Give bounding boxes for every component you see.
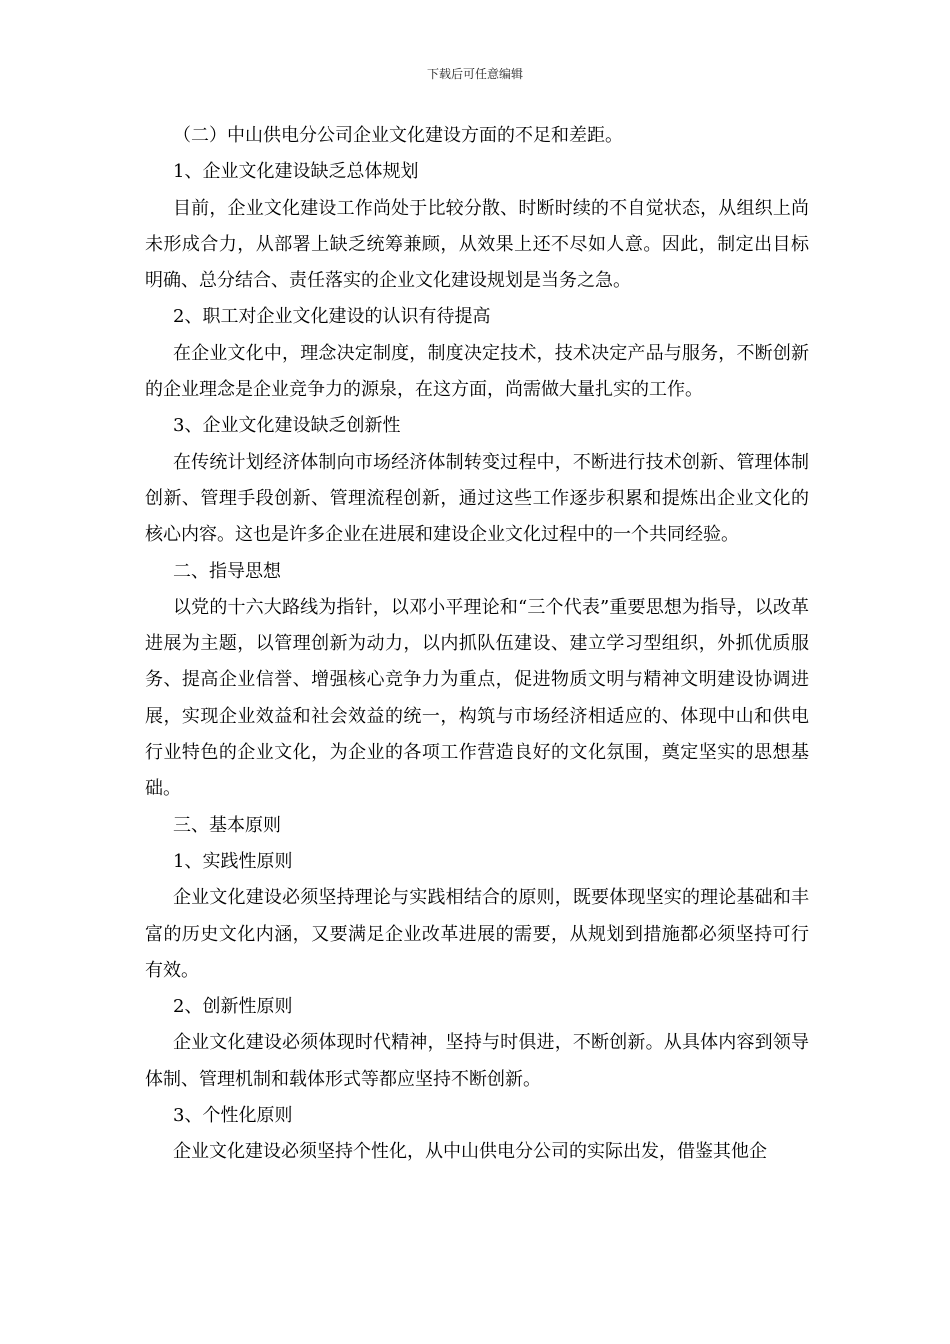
- document-body: [145, 118, 809, 1171]
- paragraph-individuality: 企业文化建设必须坚持个性化，从中山供电分公司的实际出发，借鉴其他企: [173, 1141, 767, 1163]
- subheading-individuality: 3、个性化原则: [173, 1105, 293, 1127]
- paragraph-guiding-thought: 以党的十六大路线为指针，以邓小平理论和“三个代表”重要思想为指导，以改革进展为主题，以管理创新为动力，以内抓队伍建设、建立学习型组织，外抓优质服务、提高企业信誉、增强核心竞争力为重点，促进物质文明与精神文明建设协调进展，实现企业效益和社会效益的统一，构筑与市场经济相适应的、体现中山和供电行业特色的企业文化，为企业的各项工作营造良好的文化氛围，奠定坚实的思想基础。: [145, 596, 809, 800]
- section-heading-guiding-thought: 二、指导思想: [173, 560, 281, 582]
- section-heading-shortcomings: （二）中山供电分公司企业文化建设方面的不足和差距。: [173, 125, 623, 146]
- section-heading-basic-principles: 三、基本原则: [173, 814, 281, 836]
- subheading-innovation: 3、企业文化建设缺乏创新性: [173, 415, 401, 437]
- paragraph-planning: 目前，企业文化建设工作尚处于比较分散、时断时续的不自觉状态，从组织上尚未形成合力，从部署上缺乏统筹兼顾，从效果上还不尽如人意。因此，制定出目标明确、总分结合、责任落实的企业文化建设规划是当务之急。: [145, 197, 809, 292]
- paragraph-awareness: 在企业文化中，理念决定制度，制度决定技术，技术决定产品与服务，不断创新的企业理念是企业竞争力的源泉，在这方面，尚需做大量扎实的工作。: [145, 342, 809, 401]
- paragraph-creativity: 企业文化建设必须体现时代精神，坚持与时俱进，不断创新。从具体内容到领导体制、管理机制和载体形式等都应坚持不断创新。: [145, 1032, 809, 1090]
- subheading-practicality: 1、实践性原则: [173, 850, 293, 872]
- paragraph-innovation: 在传统计划经济体制向市场经济体制转变过程中，不断进行技术创新、管理体制创新、管理手段创新、管理流程创新，通过这些工作逐步积累和提炼出企业文化的核心内容。这也是许多企业在进展和建设企业文化过程中的一个共同经验。: [145, 451, 809, 546]
- subheading-creativity: 2、创新性原则: [173, 996, 293, 1018]
- header-note: 下载后可任意编辑: [426, 67, 523, 81]
- paragraph-practicality: 企业文化建设必须坚持理论与实践相结合的原则，既要体现坚实的理论基础和丰富的历史文化内涵，又要满足企业改革进展的需要，从规划到措施都必须坚持可行有效。: [145, 887, 809, 981]
- subheading-awareness: 2、职工对企业文化建设的认识有待提高: [173, 306, 491, 328]
- subheading-planning: 1、企业文化建设缺乏总体规划: [173, 161, 419, 183]
